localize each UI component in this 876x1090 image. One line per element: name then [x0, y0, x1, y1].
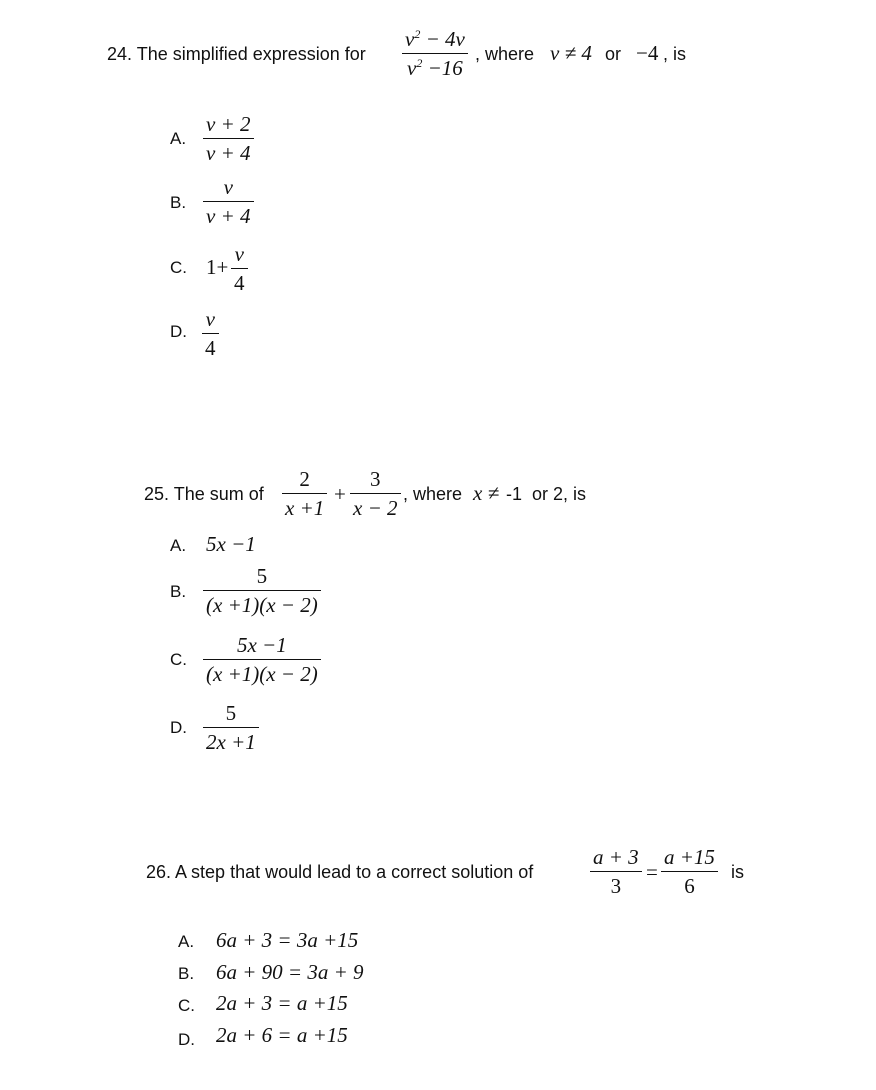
q24-stem: 24. The simplified expression for	[107, 44, 366, 64]
q26-is: is	[731, 862, 744, 882]
fraction-bar	[282, 493, 327, 494]
q25-plus: +	[334, 482, 346, 506]
option-label: A.	[170, 129, 187, 148]
option-label: B.	[170, 582, 187, 601]
q26-option-c: 2a + 3 = a +15	[216, 991, 348, 1015]
numerator: 5x −1	[236, 633, 287, 657]
fraction-bar	[203, 727, 259, 728]
q25-condition: x ≠	[473, 481, 500, 505]
fraction-bar	[203, 590, 321, 591]
fraction-bar	[203, 659, 321, 660]
q24-option-d	[202, 308, 219, 359]
denominator: 4	[234, 271, 245, 295]
q24-expression-denominator: $v^2 -16$	[407, 56, 463, 80]
q24-option-b	[203, 176, 254, 227]
fraction-bar	[203, 138, 254, 139]
q26-lhs	[590, 846, 642, 897]
q25-where: , where	[403, 484, 463, 504]
q24-expression	[402, 28, 468, 79]
option-label: A.	[170, 536, 187, 555]
q25-term-1	[282, 468, 327, 519]
q25-term-2	[350, 468, 401, 519]
denominator: 3	[610, 874, 622, 898]
numerator: 5	[225, 701, 237, 725]
q24-option-c	[231, 243, 248, 294]
denominator: v + 4	[206, 141, 251, 165]
option-label: D.	[178, 1030, 195, 1049]
fraction-bar	[590, 871, 642, 872]
q25-option-b	[203, 565, 321, 616]
q24-where: , where	[475, 44, 535, 64]
q24-expression-numerator: $v^2 - 4v$	[405, 27, 465, 51]
denominator: (x +1)(x − 2)	[206, 593, 318, 617]
fraction-bar	[350, 493, 401, 494]
fraction-bar	[202, 333, 219, 334]
option-label: C.	[170, 650, 187, 669]
q24-option-a	[203, 113, 254, 164]
q25-option-d	[203, 702, 259, 753]
q25-stem: 25. The sum of	[144, 484, 264, 504]
q26-equals: =	[646, 860, 658, 884]
q26-option-a: 6a + 3 = 3a +15	[216, 928, 359, 952]
option-label: C.	[178, 996, 195, 1015]
fraction-bar	[203, 201, 254, 202]
option-label: A.	[178, 932, 195, 951]
fraction-bar	[402, 53, 468, 54]
denominator: (x +1)(x − 2)	[206, 662, 318, 686]
denominator: x +1	[285, 496, 325, 520]
denominator: v + 4	[206, 204, 251, 228]
q26-option-b: 6a + 90 = 3a + 9	[216, 960, 364, 984]
fraction-bar	[661, 871, 718, 872]
numerator: v	[205, 307, 215, 331]
denominator: 6	[684, 874, 695, 898]
numerator: 3	[370, 467, 381, 491]
option-label: C.	[170, 258, 187, 277]
q24-or: or	[605, 44, 622, 64]
q24-condition-2: −4	[636, 41, 659, 65]
numerator: v	[223, 175, 233, 199]
denominator: x − 2	[353, 496, 398, 520]
q25-option-a: 5x −1	[206, 532, 256, 556]
q24-option-c-lead: 1+	[206, 255, 229, 279]
numerator: a + 3	[593, 845, 639, 869]
q25-option-c	[203, 634, 321, 685]
numerator: a +15	[664, 845, 715, 869]
denominator: 4	[205, 336, 216, 360]
q24-is: , is	[663, 44, 687, 64]
q25-condition-values: -1 or 2, is	[506, 484, 587, 504]
q26-rhs	[661, 846, 718, 897]
option-label: D.	[170, 322, 187, 341]
option-label: B.	[178, 964, 195, 983]
q26-stem: 26. A step that would lead to a correct solution of	[146, 862, 534, 882]
option-label: B.	[170, 193, 187, 212]
numerator: v	[234, 242, 244, 266]
numerator: 2	[299, 467, 310, 491]
option-label: D.	[170, 718, 187, 737]
numerator: v + 2	[206, 112, 251, 136]
fraction-bar	[231, 268, 248, 269]
q26-option-d: 2a + 6 = a +15	[216, 1023, 348, 1047]
numerator: 5	[256, 564, 268, 588]
q24-condition: v ≠ 4	[550, 41, 592, 65]
denominator: 2x +1	[206, 730, 256, 754]
